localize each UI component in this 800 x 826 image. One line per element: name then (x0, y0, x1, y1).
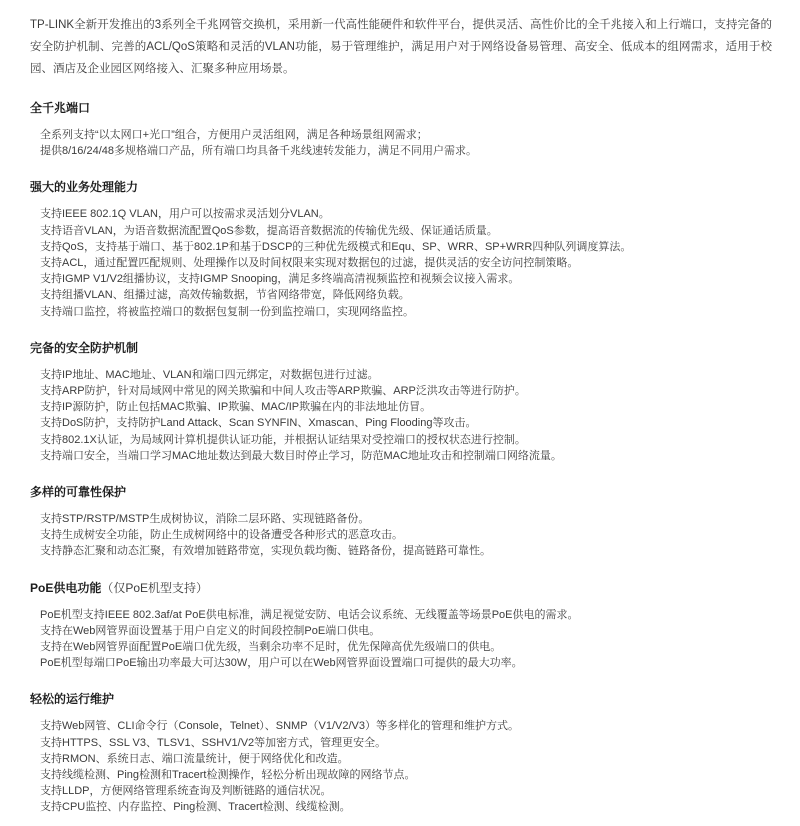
feature-section (30, 179, 772, 319)
feature-section (30, 691, 772, 815)
feature-line: 支持DoS防护，支持防护Land Attack、Scan SYNFIN、Xmascan、Ping Flooding等攻击。 (40, 417, 477, 430)
section-title-text: 轻松的运行维护 (30, 692, 115, 707)
feature-line: 支持802.1X认证，为局域网计算机提供认证功能，并根据认证结果对受控端口的授权状态进行控制。 (40, 433, 526, 446)
feature-line: 支持线缆检测、Ping检测和Tracert检测操作，轻松分析出现故障的网络节点。 (40, 769, 416, 782)
feature-line-list (40, 607, 772, 672)
feature-line: PoE机型每端口PoE输出功率最大可达30W，用户可以在Web网管界面设置端口可提供的最大功率。 (40, 657, 523, 670)
feature-line-list (40, 718, 772, 815)
feature-line: PoE机型支持IEEE 802.3af/at PoE供电标准，满足视觉安防、电话会议系统、无线覆盖等场景PoE供电的需求。 (40, 608, 579, 621)
section-title (30, 179, 772, 195)
feature-line-list (40, 206, 772, 319)
feature-line: 支持在Web网管界面设置基于用户自定义的时间段控制PoE端口供电。 (40, 624, 381, 637)
feature-line: 支持ARP防护，针对局域网中常见的网关欺骗和中间人攻击等ARP欺骗、ARP泛洪攻击等进行防护。 (40, 385, 526, 398)
feature-line: 支持生成树安全功能，防止生成树网络中的设备遭受各种形式的恶意攻击。 (40, 529, 403, 542)
feature-line: 支持ACL，通过配置匹配规则、处理操作以及时间权限来实现对数据包的过滤，提供灵活的安全访问控制策略。 (40, 257, 579, 270)
feature-line: 支持语音VLAN，为语音数据流配置QoS参数，提高语音数据流的传输优先级、保证通话质量。 (40, 224, 498, 237)
feature-line: 全系列支持“以太网口+光口”组合，方便用户灵活组网，满足各种场景组网需求； (40, 129, 428, 141)
feature-section (30, 580, 772, 672)
feature-line: 支持LLDP，方便网络管理系统查询及判断链路的通信状况。 (40, 785, 332, 798)
feature-line: 支持RMON、系统日志、端口流量统计，便于网络优化和改造。 (40, 752, 349, 765)
section-title-suffix: （仅PoE机型支持） (101, 580, 209, 595)
section-title-text: 多样的可靠性保护 (30, 485, 127, 500)
section-title-text: PoE供电功能 (30, 580, 102, 595)
feature-line: 支持QoS，支持基于端口、基于802.1P和基于DSCP的三种优先级模式和Equ、SP、WRR、SP+WRR四种队列调度算法。 (40, 240, 632, 253)
feature-line: 支持IP源防护，防止包括MAC欺骗、IP欺骗、MAC/IP欺骗在内的非法地址仿冒。 (40, 401, 432, 414)
feature-line: 支持组播VLAN、组播过滤，高效传输数据，节省网络带宽，降低网络负载。 (40, 289, 410, 302)
feature-line-list (40, 511, 772, 560)
feature-line: 支持STP/RSTP/MSTP生成树协议，消除二层环路、实现链路备份。 (40, 513, 370, 526)
feature-line: 支持IP地址、MAC地址、VLAN和端口四元绑定，对数据包进行过滤。 (40, 368, 379, 381)
intro-paragraph: TP-LINK全新开发推出的3系列全千兆网管交换机，采用新一代高性能硬件和软件平台，提供灵活、高性价比的全千兆接入和上行端口，支持完备的安全防护机制、完善的ACL/QoS策略和灵活的VLAN功能，易于管理维护，满足用户对于网络设备易管理、高安全、低成本的组网需求，适用于校园、酒店及企业园区网络接入、汇聚多种应用场景。 (30, 19, 772, 75)
feature-line: 支持端口安全，当端口学习MAC地址数达到最大数目时停止学习，防范MAC地址攻击和控制端口网络流量。 (40, 449, 562, 462)
feature-line: 支持IEEE 802.1Q VLAN，用户可以按需求灵活划分VLAN。 (40, 208, 330, 221)
feature-line: 支持HTTPS、SSL V3、TLSV1、SSHV1/V2等加密方式，管理更安全。 (40, 736, 387, 749)
feature-line: 支持IGMP V1/V2组播协议，支持IGMP Snooping，满足多终端高清视频监控和视频会议接入需求。 (40, 273, 520, 286)
section-title-text: 全千兆端口 (30, 101, 91, 115)
section-title (30, 691, 772, 707)
feature-line: 支持Web网管、CLI命令行（Console，Telnet）、SNMP（V1/V2/V3）等多样化的管理和维护方式。 (40, 720, 520, 733)
feature-line: 支持端口监控，将被监控端口的数据包复制一份到监控端口，实现网络监控。 (40, 305, 414, 318)
section-title (30, 484, 772, 500)
feature-line: 支持在Web网管界面配置PoE端口优先级，当剩余功率不足时，优先保障高优先级端口的供电。 (40, 641, 502, 654)
feature-section (30, 484, 772, 560)
feature-line-list (40, 367, 772, 464)
feature-line: 支持静态汇聚和动态汇聚，有效增加链路带宽，实现负载均衡、链路备份，提高链路可靠性。 (40, 545, 491, 558)
feature-line: 提供8/16/24/48多规格端口产品，所有端口均具备千兆线速转发能力，满足不同用户需求。 (40, 145, 477, 158)
feature-section (30, 100, 772, 159)
section-title (30, 340, 772, 356)
section-title-text: 强大的业务处理能力 (30, 180, 139, 195)
feature-line-list (40, 127, 772, 159)
feature-section (30, 340, 772, 464)
feature-line: 支持CPU监控、内存监控、Ping检测、Tracert检测、线缆检测。 (40, 801, 351, 814)
section-title-text: 完备的安全防护机制 (30, 340, 139, 355)
section-title (30, 580, 772, 596)
feature-sections (30, 100, 772, 816)
section-title (30, 100, 772, 116)
